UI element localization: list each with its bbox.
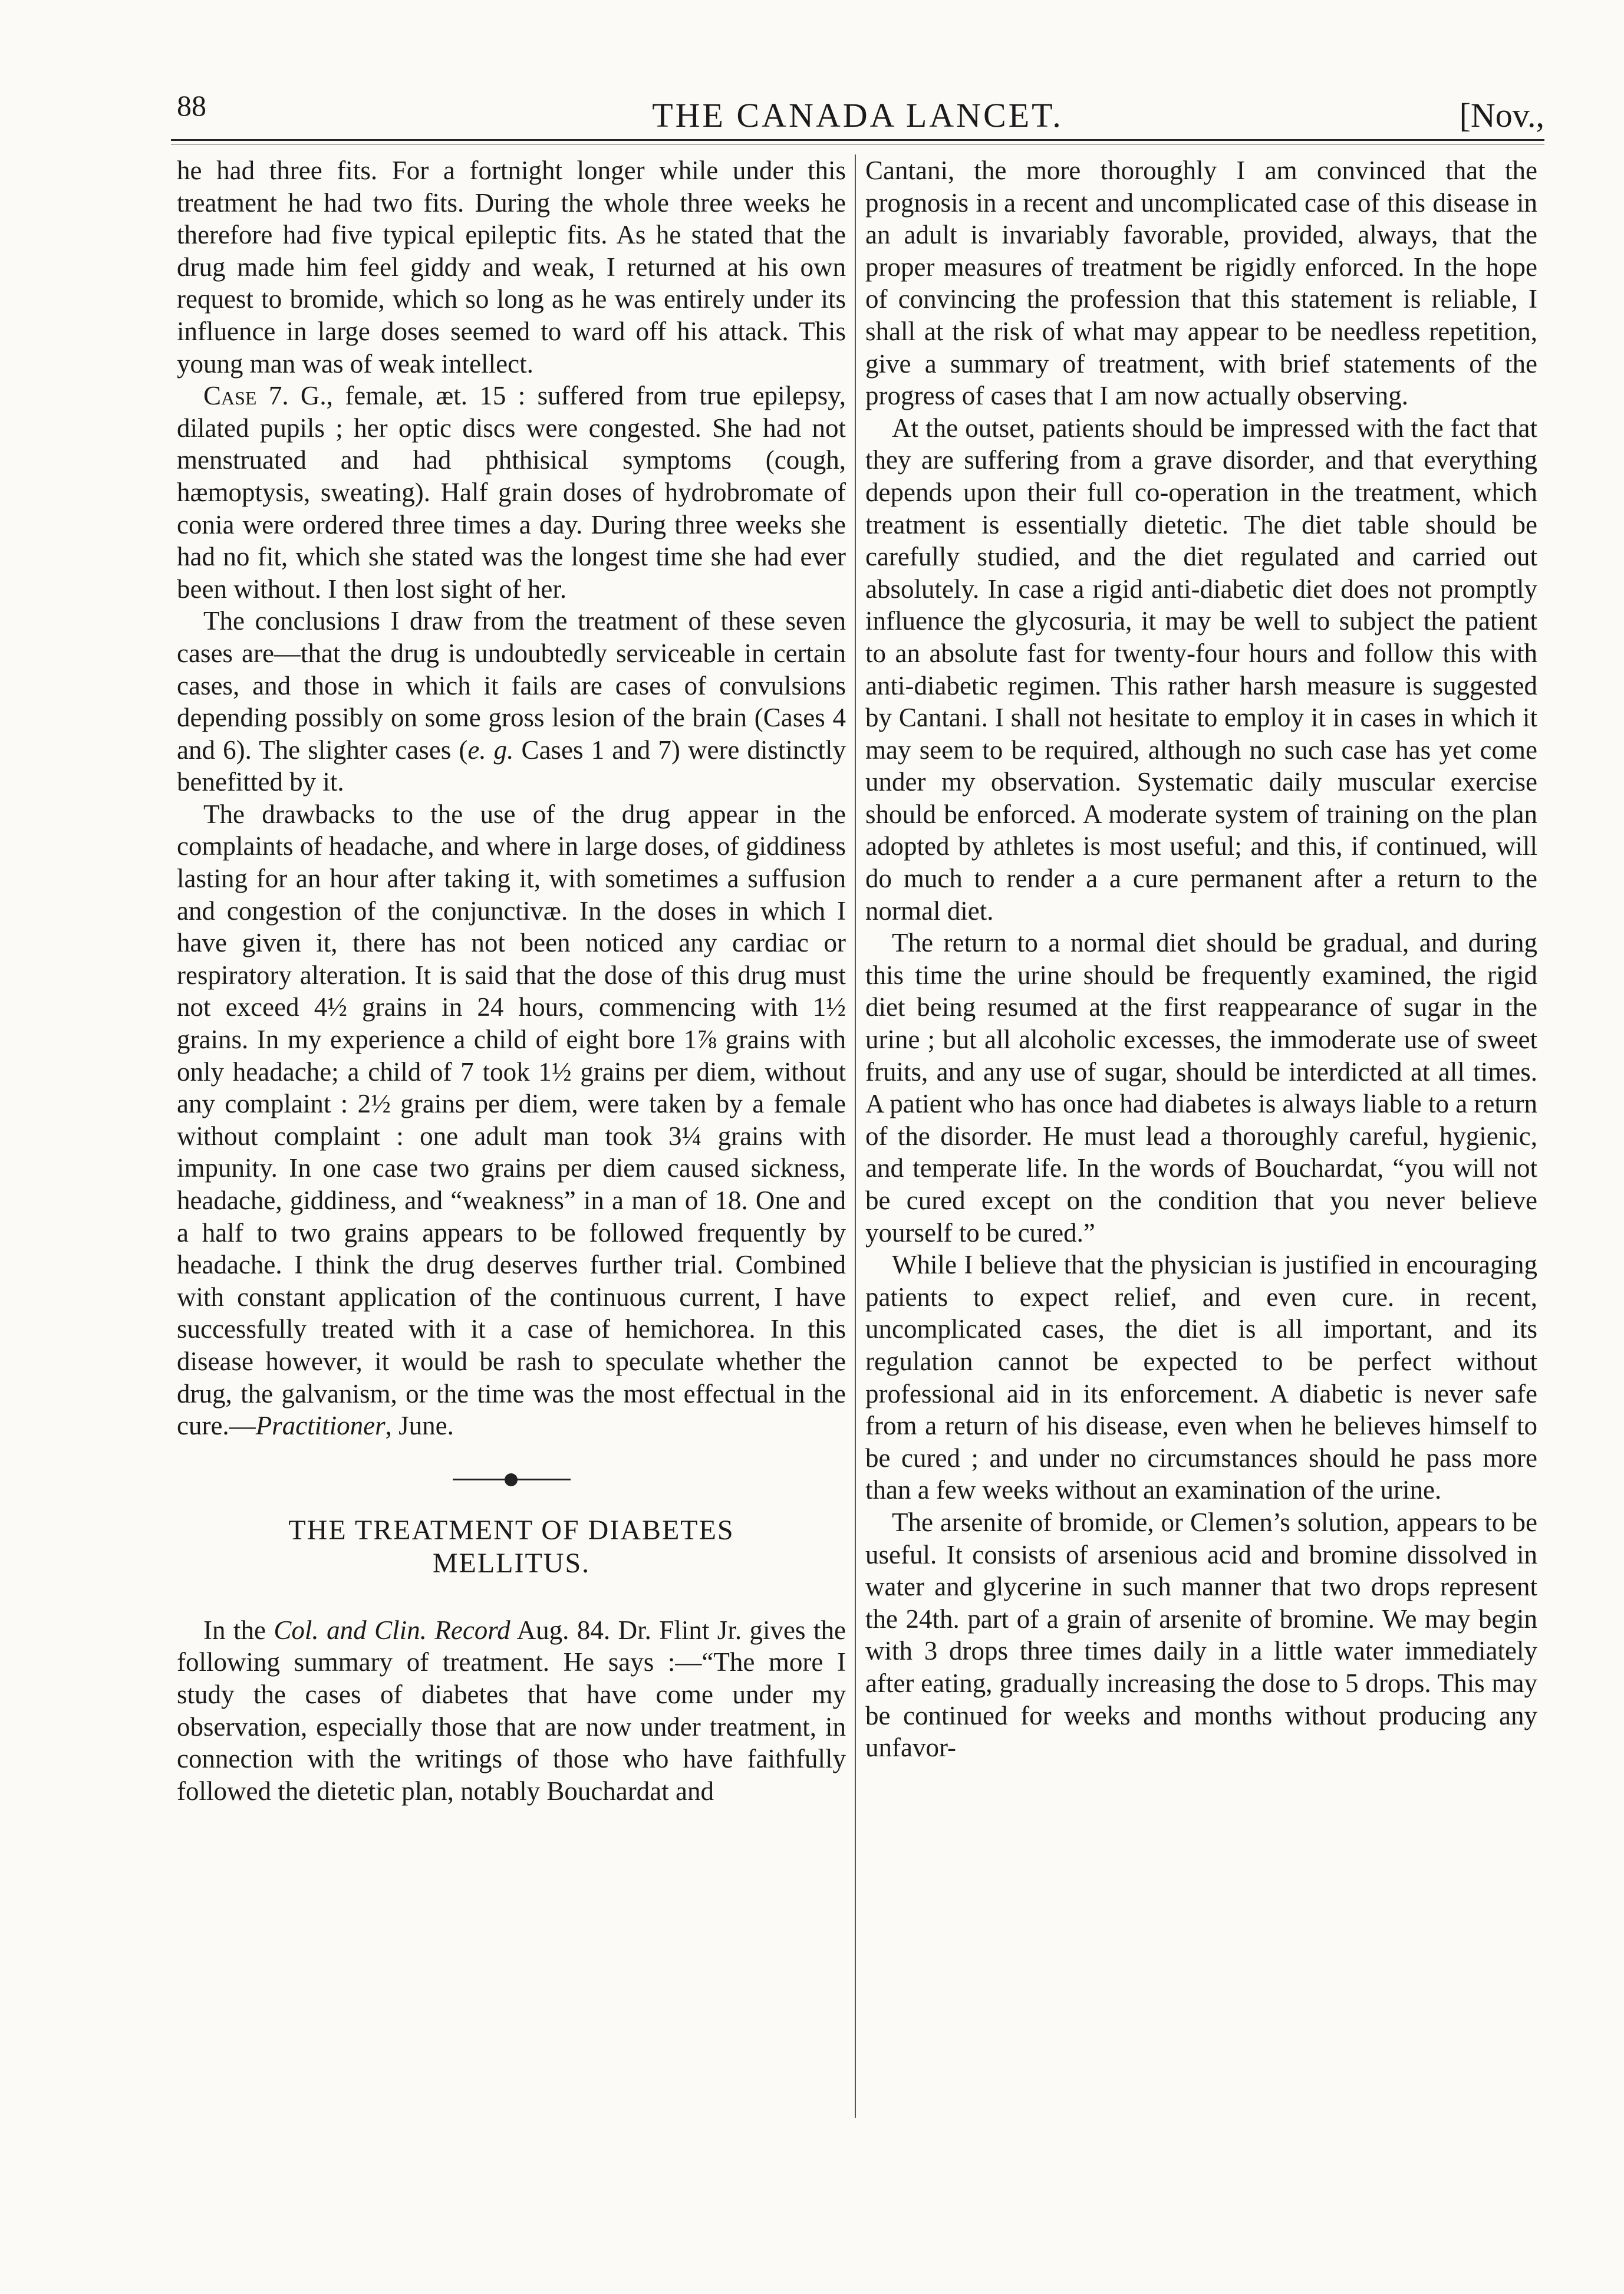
section-divider-ornament [453,1475,571,1483]
paragraph-arsenite: The arsenite of bromide, or Clemen’s solution, appears to be useful. It consists of arsenious acid and bromine dissolved in water and glycerine in such manner that two drops represent the 24th. part of a grain of arsenite of bromine. We may begin with 3 drops three times daily in a little water immediately after eating, gradually increasing the dose to 5 drops. This may be continued for weeks and months without producing any unfavor- [865,1507,1537,1763]
paragraph-drawbacks [177,798,846,1442]
conclusions-text: The conclusions I draw from the treatment of these seven cases are—that the drug is undoubtedly serviceable in certain cases, and those in which it fails are cases of convulsions depending possibly on some gross lesion of the brain (Cases 4 and 6). The slighter cases ( [177,606,846,765]
right-column [865,154,1537,1764]
case-label: Case 7. [203,381,289,411]
page-number: 88 [177,89,206,122]
paragraph-outset: At the outset, patients should be impressed with the fact that they are suffering from a grave disorder, and that everything depends upon their full co-operation in the treatment, which treatment is essentially dietetic. The diet table should be carefully studied, and the diet regulated and carried out absolutely. In case a rigid anti-diabetic diet does not promptly influence the glycosuria, it may be well to subject the patient to an absolute fast for twenty-four hours and follow this with anti-diabetic regimen. This rather harsh measure is suggested by Cantani. I shall not hesitate to employ it in cases in which it may seem to be required, although no such case has yet come under my observation. Systematic daily muscular exercise should be enforced. A moderate system of training on the plan adopted by athletes is most useful; and this, if continued, will do much to render a a cure permanent after a return to the normal diet. [865,413,1537,926]
journal-title: THE CANADA LANCET. [652,96,1063,134]
drawbacks-text-end: , June. [385,1411,454,1441]
paragraph-case7 [177,380,846,605]
drawbacks-text: The drawbacks to the use of the drug appear in the complaints of headache, and where in large doses, of giddiness lasting for an hour after taking it, with sometimes a suffusion and congestion of the conjunctivæ. In the doses in which I have given it, there has not been noticed any cardiac or respiratory alteration. It is said that the dose of this drug must not exceed 4½ grains in 24 hours, commencing with 1½ grains. In my experience a child of eight bore 1⅞ grains with only headache; a child of 7 took 1½ grains per diem, without any complaint : 2½ grains per diem, were taken by a female without complaint : one adult man took 3¼ grains with impunity. In one case two grains per diem caused sickness, headache, giddiness, and “weakness” in a man of 18. One and a half to two grains appears to be followed frequently by headache. I think the drug deserves further trial. Combined with constant application of the continuous current, I have successfully treated with it a case of hemichorea. In this disease however, it would be rash to speculate whether the drug, the galvanism, or the time was the most effectual in the cure.— [177,799,846,1441]
journal-citation: Col. and Clin. Record [274,1615,510,1645]
paragraph-return-to-diet: The return to a normal diet should be gradual, and during this time the urine should be frequently examined, the rigid diet being resumed at the first reappearance of sugar in the urine ; but all alcoholic excesses, the immoderate use of sweet fruits, and any use of sugar, should be interdicted at all times. A patient who has once had diabetes is always liable to a return of the disorder. He must lead a thoroughly careful, hygienic, and temperate life. In the words of Bouchardat, “you will not be cured except on the condition that you never believe yourself to be cured.” [865,928,1537,1248]
paragraph-flint-summary [177,1614,846,1808]
column-rule [855,154,856,2118]
paragraph-physician: While I believe that the physician is justified in encouraging patients to expect relief, and even cure. in recent, uncomplicated cases, the diet is all important, and its regulation cannot be expected to be perfect without professional aid in its enforcement. A diabetic is never safe from a return of his disease, even when he believes himself to be cured ; and under no circumstances should he pass more than a few weeks without an examination of the urine. [865,1250,1537,1505]
paragraph-prognosis: Cantani, the more thoroughly I am convinced that the prognosis in a recent and uncomplicated case of this disease in an adult is invariably favorable, provided, always, that the proper measures of treatment be rigidly enforced. In the hope of convincing the profession that this statement is reliable, I shall at the risk of what may appear to be needless repetition, give a summary of treatment, with brief statements of the progress of cases that I am now actually observing. [865,156,1537,411]
paragraph-case6-continued: he had three fits. For a fortnight longer while under this treatment he had two fits. During the whole three weeks he therefore had five typical epileptic fits. As he stated that the drug made him feel giddy and weak, I returned at his own request to bromide, which so long as he was entirely under its influence in large doses seemed to ward off his attack. This young man was of weak intellect. [177,156,846,379]
header-rule [171,139,1544,141]
flint-text-start: In the [203,1615,274,1645]
case7-text: G., female, æt. 15 : suffered from true epilepsy, dilated pupils ; her optic discs were congested. She had not menstruated and had phthisical symptoms (cough, hæmoptysis, sweating). Half grain doses of hydrobromate of conia were ordered three times a day. During three weeks she had no fit, which she stated was the longest time she had ever been without. I then lost sight of her. [177,381,846,604]
running-head [171,83,1544,139]
section-title [177,1514,846,1580]
section-title-line2: MELLITUS. [432,1547,591,1579]
source-citation: Practitioner [255,1411,386,1441]
paragraph-conclusions [177,605,846,798]
flint-text: Aug. 84. Dr. Flint Jr. gives the following summary of treatment. He says :—“The more I study the cases of diabetes that have come under my observation, especially those that are now under treatment, in connection with the writings of those who have faithfully followed the dietetic plan, notably Bouchardat and [177,1615,846,1806]
left-column [177,154,846,1807]
issue-label: [Nov., [1459,96,1544,134]
eg-abbrev: e. g. [467,735,514,765]
conclusions-text-end: Cases 1 and 7) were distinctly benefitted by it. [177,735,846,797]
section-title-line1: THE TREATMENT OF DIABETES [288,1514,734,1546]
